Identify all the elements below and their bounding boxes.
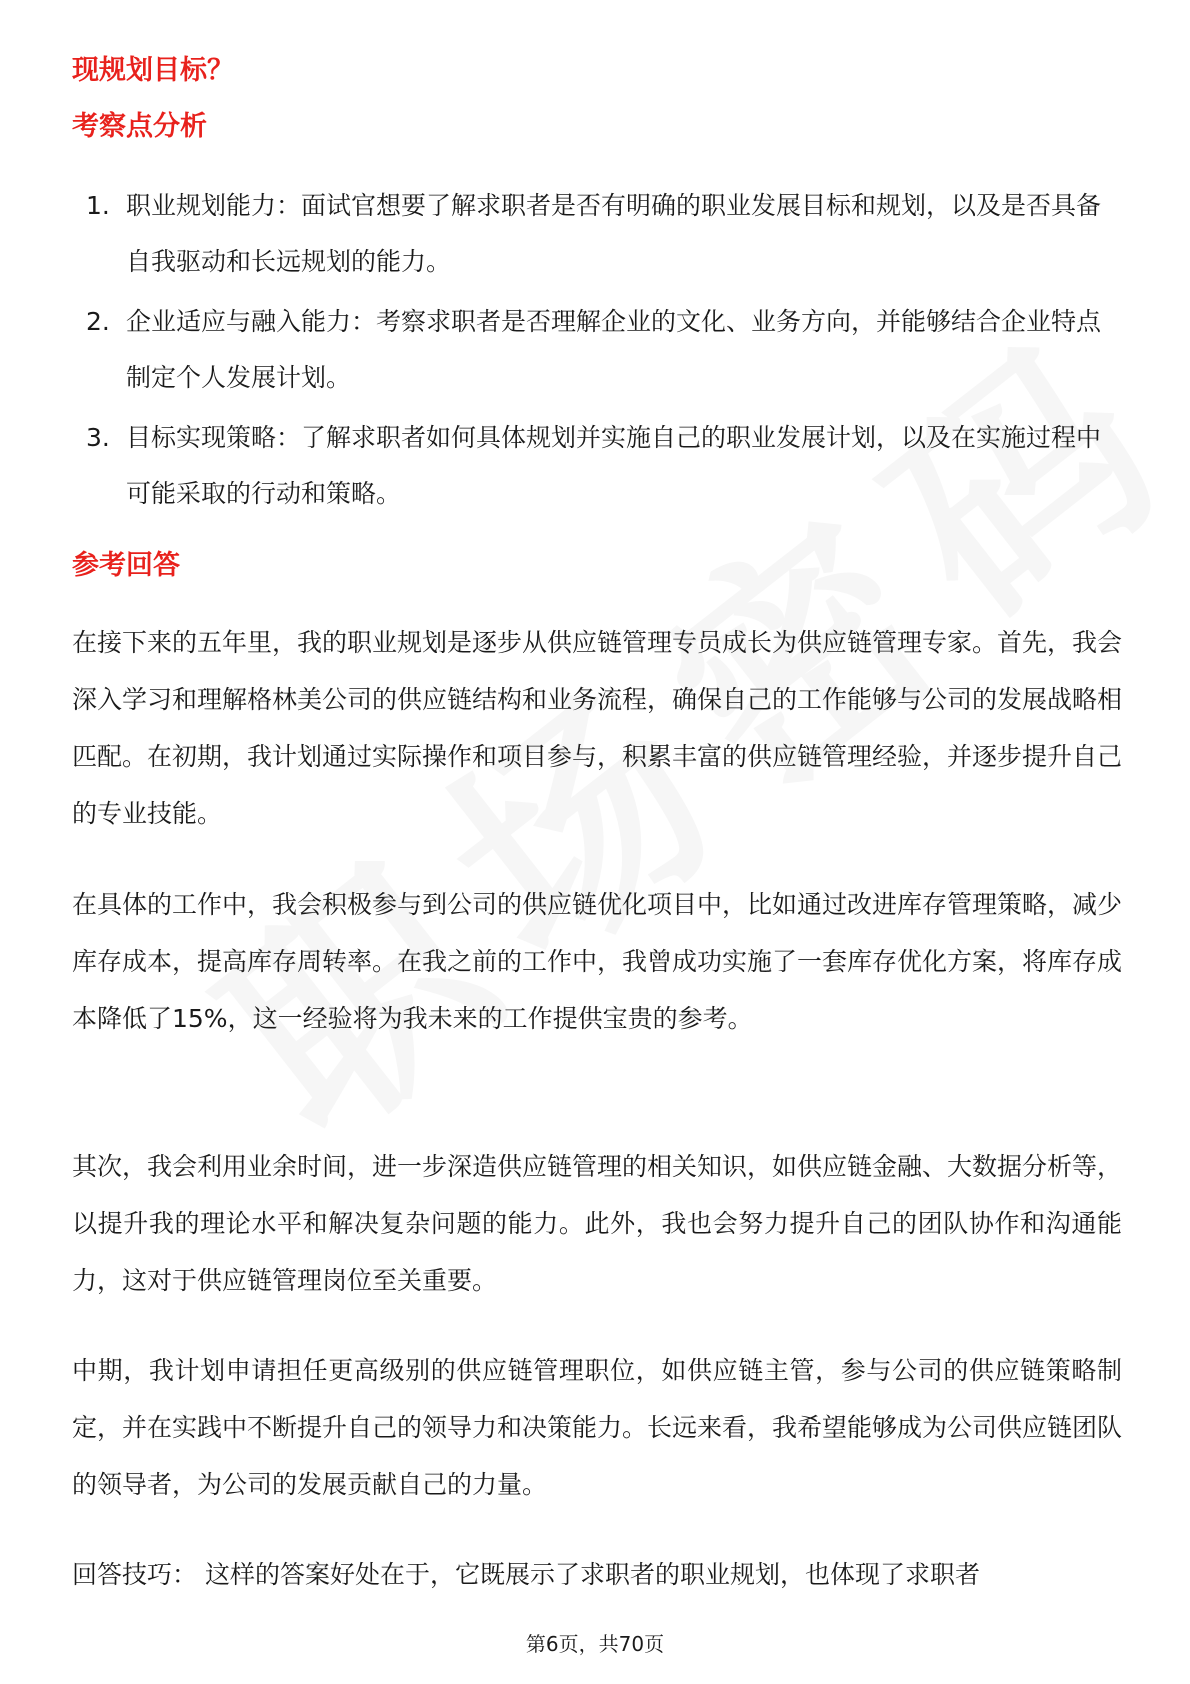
analysis-item: [72, 178, 1122, 290]
continued-heading: 现规划目标？: [72, 55, 234, 86]
analysis-item: [72, 410, 1122, 522]
item-text: 职业规划能力：面试官想要了解求职者是否有明确的职业发展目标和规划，以及是否具备自我驱动和长远规划的能力。: [126, 191, 1102, 276]
analysis-heading: 考察点分析: [72, 111, 207, 142]
item-number: 2.: [86, 307, 110, 336]
item-text: 企业适应与融入能力：考察求职者是否理解企业的文化、业务方向，并能够结合企业特点制定个人发展计划。: [126, 307, 1102, 392]
answer-paragraph: 在接下来的五年里，我的职业规划是逐步从供应链管理专员成长为供应链管理专家。首先，我会深入学习和理解格林美公司的供应链结构和业务流程，确保自己的工作能够与公司的发展战略相匹配。在初期，我计划通过实际操作和项目参与，积累丰富的供应链管理经验，并逐步提升自己的专业技能。: [72, 628, 1123, 828]
tips-paragraph: 回答技巧： 这样的答案好处在于，它既展示了求职者的职业规划，也体现了求职者: [72, 1560, 980, 1589]
item-text: 目标实现策略：了解求职者如何具体规划并实施自己的职业发展计划，以及在实施过程中可能采取的行动和策略。: [126, 423, 1102, 508]
page-number: 第6页，共70页: [525, 1632, 665, 1656]
analysis-item: [72, 294, 1122, 406]
item-number: 1.: [86, 191, 110, 220]
reference-heading: 参考回答: [72, 550, 180, 581]
answer-paragraph: 中期，我计划申请担任更高级别的供应链管理职位，如供应链主管，参与公司的供应链策略制定，并在实践中不断提升自己的领导力和决策能力。长远来看，我希望能够成为公司供应链团队的领导者，为公司的发展贡献自己的力量。: [72, 1356, 1123, 1499]
item-number: 3.: [86, 423, 110, 452]
answer-paragraph: 其次，我会利用业余时间，进一步深造供应链管理的相关知识，如供应链金融、大数据分析等，以提升我的理论水平和解决复杂问题的能力。此外，我也会努力提升自己的团队协作和沟通能力，这对于供应链管理岗位至关重要。: [72, 1152, 1123, 1295]
analysis-list: [72, 178, 1122, 526]
answer-paragraph: 在具体的工作中，我会积极参与到公司的供应链优化项目中，比如通过改进库存管理策略，减少库存成本，提高库存周转率。在我之前的工作中，我曾成功实施了一套库存优化方案，将库存成本降低了15%，这一经验将为我未来的工作提供宝贵的参考。: [72, 890, 1123, 1033]
